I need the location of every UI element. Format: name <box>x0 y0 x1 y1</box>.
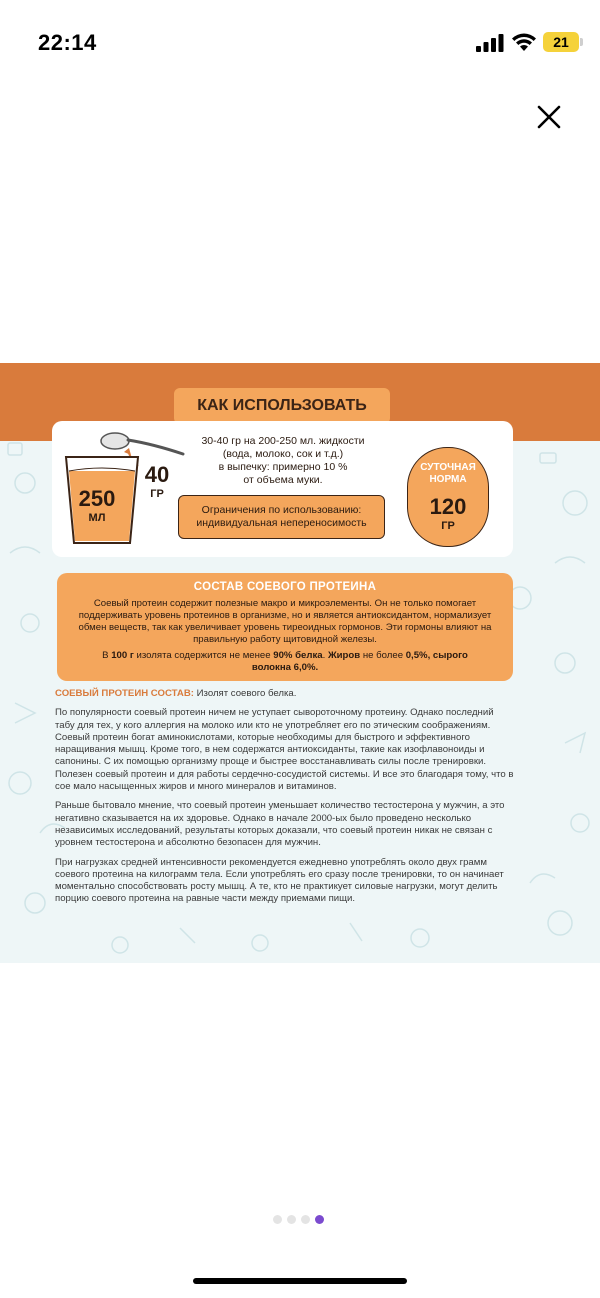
description-heading: СОЕВЫЙ ПРОТЕИН СОСТАВ: <box>55 688 194 699</box>
close-icon[interactable] <box>533 101 565 133</box>
composition-text: Соевый протеин содержит полезные макро и микроэлементы. Он не только помогает поддерживать уровень протеинов в организме, но и является антиоксидантом, нормализует обмен веществ, так как увеличивает уровень тиреоидных гормонов. Эти гормоны влияют на правильную работу щитовидной железы. <box>78 598 492 645</box>
daily-norm-label-line: СУТОЧНАЯ <box>420 462 476 473</box>
description-paragraph: По популярности соевый протеин ничем не уступает сывороточному протеину. Однако последний табу для тех, у кого аллергия на молоко или кто не употребляет его по этическим соображениям. Соевый протеин богат аминокислотами, которые необходимы для быстрого и эффективного наращивания мышц. Кроме того, в нем содержатся антиоксиданты, такие как изофлавоноиды и сапонины. С их помощью организму проще и быстрее восстанавливать силы после тренировки. Полезен соевый протеин и для работы сердечно-сосудистой системы. И все это благодаря тому, что в сое мало насыщенных жиров и много минералов и витаминов. <box>55 707 514 793</box>
composition-fact <box>57 650 513 674</box>
dose-line: (вода, молоко, сок и т.д.) <box>222 448 344 460</box>
fact-bold: 100 г <box>111 650 134 661</box>
description-paragraph: Раньше бытовало мнение, что соевый протеин уменьшает количество тестостерона у мужчин, а это негативно сказывается на их здоровье. Однако в начале 2000-ых было проведено несколько независимых исследований, результаты которых доказали, что соевый протеин никак не связан с уровнем тестостерона и абсолютно безопасен для мужчин. <box>55 800 505 849</box>
spoon-amount-unit: ГР <box>150 488 164 500</box>
section-title: КАК ИСПОЛЬЗОВАТЬ <box>174 388 390 424</box>
limitations-box <box>178 495 385 539</box>
limitations-line: индивидуальная непереносимость <box>196 517 367 529</box>
description-text <box>55 688 515 913</box>
daily-norm-label-line: НОРМА <box>429 474 467 485</box>
fact-text: изолята содержится не менее <box>133 650 274 661</box>
dose-line: 30-40 гр на 200-250 мл. жидкости <box>201 435 365 447</box>
description-heading-rest: Изолят соевого белка. <box>193 688 297 699</box>
page-dot[interactable] <box>301 1215 310 1224</box>
fact-bold: 0,5%, сырого волокна 6,0%. <box>251 650 468 673</box>
wifi-icon <box>511 32 537 52</box>
daily-norm-unit: ГР <box>441 520 455 532</box>
page-dot-active[interactable] <box>315 1215 324 1224</box>
status-bar <box>0 0 600 88</box>
fact-bold: 90% белка <box>273 650 323 661</box>
daily-norm-label <box>408 462 488 486</box>
fact-text: В <box>102 650 112 661</box>
fact-text: не более <box>360 650 406 661</box>
dose-instructions <box>183 435 383 487</box>
cup-amount-value: 250 <box>78 486 116 511</box>
dose-line: от объема муки. <box>243 474 323 486</box>
fact-bold: Жиров <box>327 650 361 661</box>
battery-cap <box>580 38 583 46</box>
daily-norm-badge <box>407 447 489 547</box>
cup-amount <box>64 487 130 525</box>
description-paragraph: При нагрузках средней интенсивности рекомендуется ежедневно употреблять около двух грамм соевого протеина на килограмм тела. Если употреблять его сразу после тренировки, то он начинает моментально способствовать росту мышц. А те, кто не практикует силовые нагрузки, могут делить порцию соевого протеина на равные части между приемами пищи. <box>55 856 504 905</box>
cup-amount-unit: МЛ <box>88 512 106 524</box>
cellular-signal-icon <box>476 34 504 52</box>
home-indicator[interactable] <box>193 1278 407 1284</box>
daily-norm-value: 120 <box>429 494 467 519</box>
limitations-line: Ограничения по использованию: <box>201 504 362 516</box>
composition-line <box>55 688 515 700</box>
page-dot[interactable] <box>287 1215 296 1224</box>
spoon-amount-value: 40 <box>144 462 170 487</box>
spoon-amount <box>140 463 174 501</box>
page-dot[interactable] <box>273 1215 282 1224</box>
clock: 22:14 <box>38 30 97 55</box>
composition-box <box>57 573 513 681</box>
product-info-image[interactable] <box>0 363 600 963</box>
battery-indicator: 21 <box>543 32 579 52</box>
fact-text: . <box>322 650 328 661</box>
dose-line: в выпечку: примерно 10 % <box>218 461 348 473</box>
composition-title: СОСТАВ СОЕВОГО ПРОТЕИНА <box>193 581 377 593</box>
